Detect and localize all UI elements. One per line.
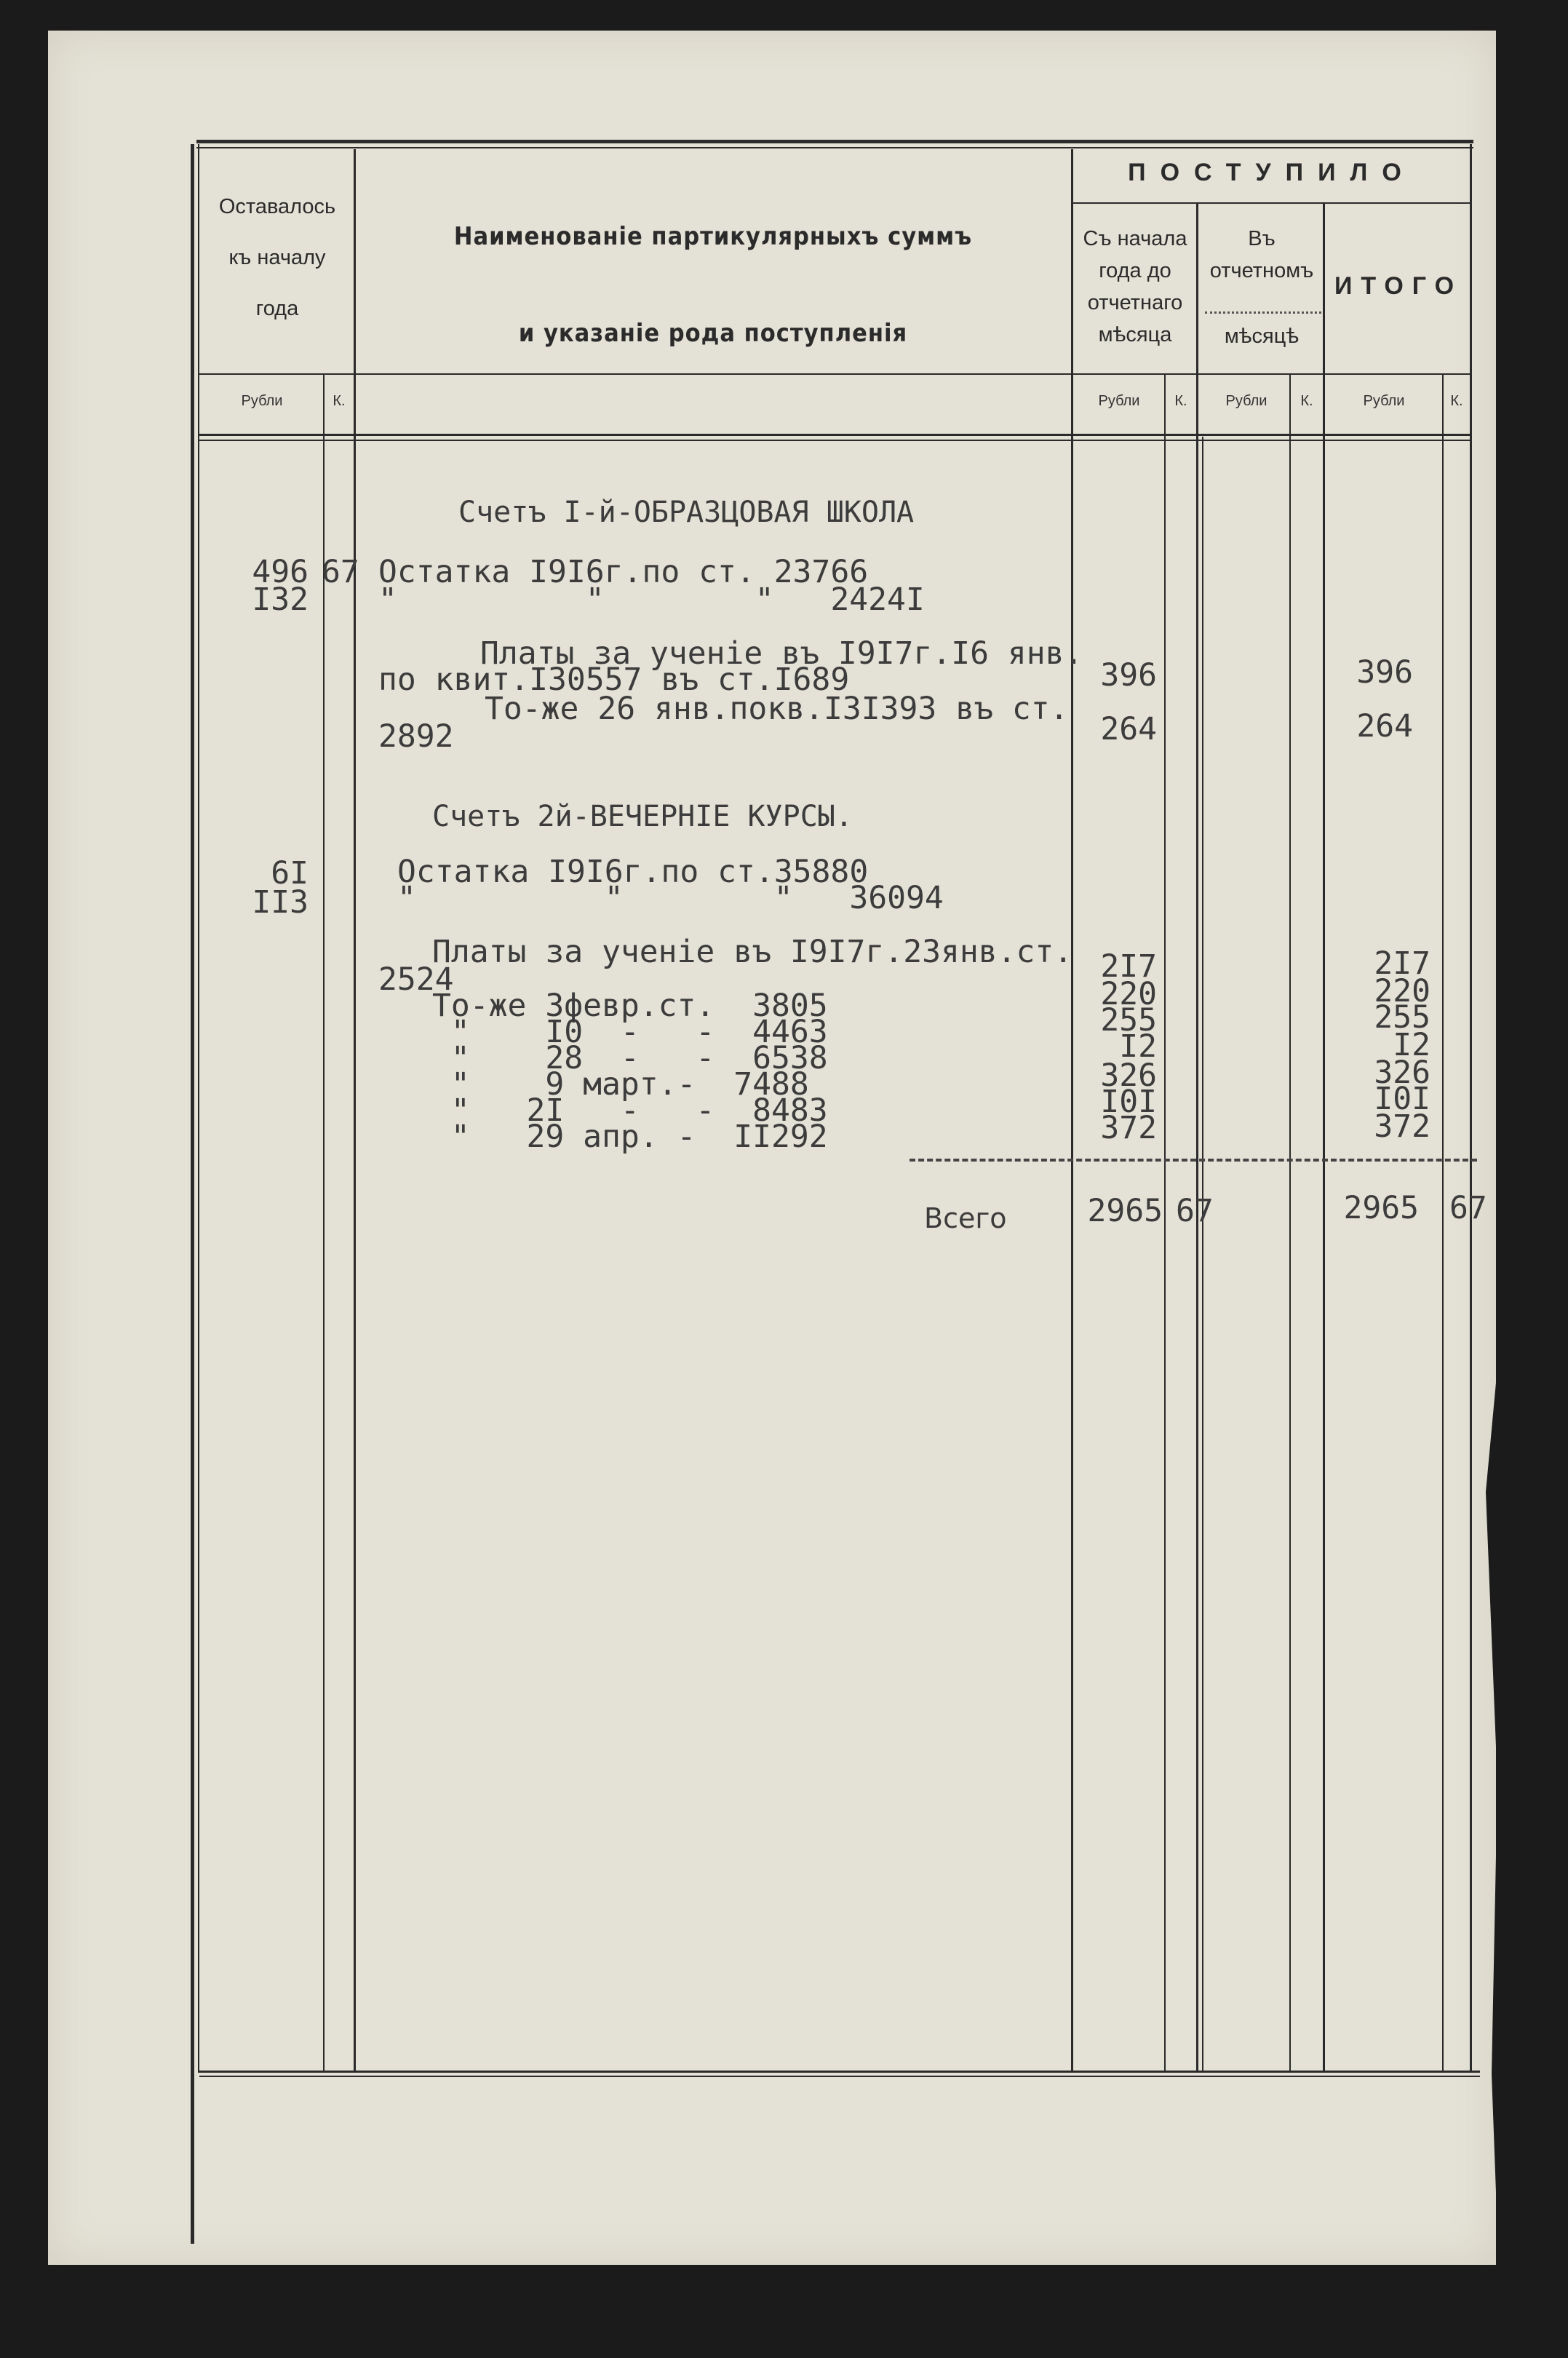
col-divider-total <box>1323 204 1325 2071</box>
header-received: ПОСТУПИЛО <box>1128 159 1416 186</box>
unit-kop-3: К. <box>1300 393 1313 409</box>
header-from-start-line3: отчетнаго <box>1087 291 1183 314</box>
account2-entry-amount: 372 <box>1100 1110 1157 1146</box>
account2-entry-amount: 2I7 <box>1100 948 1157 985</box>
account2-entry-text: " 2I - - 8483 <box>432 1092 828 1129</box>
totals-received-rub: 2965 <box>1087 1193 1163 1229</box>
col-divider-kop3 <box>1289 375 1291 2071</box>
header-remaining-line2: къ началу <box>228 246 326 269</box>
account2-entry-total: 372 <box>1374 1108 1430 1145</box>
account2-balance-line1: Остатка I9I6г.по ст.35880 <box>397 854 869 890</box>
unit-rub-2: Рубли <box>1098 393 1140 409</box>
account2-entry-amount: I2 <box>1119 1028 1157 1065</box>
header-remaining-line3: года <box>255 297 299 320</box>
account1-fee-amount: 396 <box>1100 657 1157 694</box>
totals-label: Всего <box>924 1202 1007 1234</box>
header-unit-rule <box>199 373 1471 375</box>
col-divider-kop1 <box>323 375 325 2071</box>
unit-kop-1: К. <box>333 393 346 409</box>
header-remaining <box>201 191 354 325</box>
account2-entry-total: 220 <box>1374 973 1430 1009</box>
account2-balance-line2: " " " 36094 <box>397 880 944 916</box>
account1-fee-line2: по квит.I30557 въ ст.I689 <box>378 662 850 698</box>
table-top-rule <box>196 140 1473 143</box>
header-bottom-rule <box>199 434 1471 436</box>
left-border <box>191 144 194 2244</box>
account1-balance-rub: 496 <box>252 554 309 590</box>
account1-balance-rub2: I32 <box>252 581 309 618</box>
account2-fee-line2: 2524 <box>378 961 454 998</box>
account1-fee-total: 396 <box>1356 654 1413 691</box>
header-bottom-rule-2 <box>199 440 1471 441</box>
header-from-start-line2: года до <box>1099 259 1171 282</box>
col-divider-kop2 <box>1164 375 1166 2071</box>
account2-entry-text: " 9 март.- 7488 <box>432 1066 809 1103</box>
header-from-start-line4: мѣсяца <box>1098 323 1172 346</box>
table-bottom-rule-2 <box>199 2076 1480 2077</box>
col-divider-received <box>1071 149 1073 2071</box>
col-divider-month-b <box>1202 437 1203 2071</box>
account1-same-line2: 2892 <box>378 718 454 755</box>
account2-balance-rub: 6I <box>271 855 309 892</box>
header-in-month-line1: Въ <box>1248 227 1276 250</box>
account2-entry-amount: I0I <box>1100 1084 1157 1120</box>
unit-kop-2: К. <box>1174 393 1187 409</box>
table-bottom-rule <box>199 2071 1480 2073</box>
account2-entry-total: 255 <box>1374 999 1430 1036</box>
header-from-start <box>1074 223 1196 351</box>
account1-balance-line1: Остатка I9I6г.по ст. 23766 <box>378 554 869 590</box>
header-in-month <box>1201 223 1323 352</box>
unit-rub-4: Рубли <box>1363 393 1405 409</box>
account2-entry-amount: 220 <box>1100 976 1157 1012</box>
header-name-line1: Наименованіе партикулярныхъ суммъ <box>453 222 973 251</box>
unit-rub-3: Рубли <box>1225 393 1267 409</box>
account1-balance-line2: " " " 2424I <box>378 581 925 618</box>
account2-entry-amount: 255 <box>1100 1002 1157 1039</box>
account2-entry-text: То-же 3февр.ст. 3805 <box>432 988 828 1024</box>
account2-entry-total: 326 <box>1374 1055 1430 1091</box>
account1-same-amount: 264 <box>1100 711 1157 747</box>
unit-kop-4: К. <box>1450 393 1463 409</box>
header-from-start-line1: Съ начала <box>1083 227 1187 250</box>
account1-balance-kop: 67 <box>322 554 359 590</box>
account2-entry-total: I0I <box>1374 1081 1430 1117</box>
totals-received-kop: 67 <box>1176 1193 1214 1229</box>
account1-same-total: 264 <box>1356 708 1413 745</box>
account2-entry-total: 2I7 <box>1374 945 1430 982</box>
header-total: ИТОГО <box>1334 272 1463 300</box>
account2-entry-text: " 28 - - 6538 <box>432 1040 828 1076</box>
header-remaining-line1: Оставалось <box>218 195 336 218</box>
header-in-month-line2: отчетномъ <box>1209 259 1314 282</box>
header-name-line2: и указаніе рода поступленія <box>518 319 908 348</box>
account2-balance-rub2: II3 <box>252 884 309 921</box>
account2-fee-line1: Платы за ученіе въ I9I7г.23янв.ст. <box>432 934 1073 970</box>
account1-fee-line1: Платы за ученіе въ I9I7г.I6 янв. <box>480 635 1083 672</box>
totals-total-kop: 67 <box>1449 1190 1487 1226</box>
unit-rub-1: Рубли <box>241 393 283 409</box>
account1-same-line1: То-же 26 янв.покв.I3I393 въ ст. <box>485 691 1069 727</box>
header-in-month-line3: мѣсяцѣ <box>1224 325 1300 348</box>
account2-title: Счетъ 2й-ВЕЧЕРНІЕ КУРСЫ. <box>432 800 853 833</box>
col-divider-month <box>1196 204 1198 2071</box>
table-top-rule-2 <box>196 147 1473 148</box>
col-divider-kop4 <box>1442 375 1444 2071</box>
account2-entry-total: I2 <box>1393 1027 1430 1063</box>
account2-entry-amount: 326 <box>1100 1057 1157 1094</box>
sum-separator-line <box>910 1159 1477 1162</box>
received-underline <box>1072 202 1471 204</box>
col-divider-name <box>354 149 356 2071</box>
totals-total-rub: 2965 <box>1343 1190 1419 1226</box>
account1-title: Счетъ I-й-ОБРАЗЦОВАЯ ШКОЛА <box>458 496 915 529</box>
account2-entry-text: " 29 апр. - II292 <box>432 1119 828 1155</box>
account2-entry-text: " I0 - - 4463 <box>432 1014 828 1050</box>
